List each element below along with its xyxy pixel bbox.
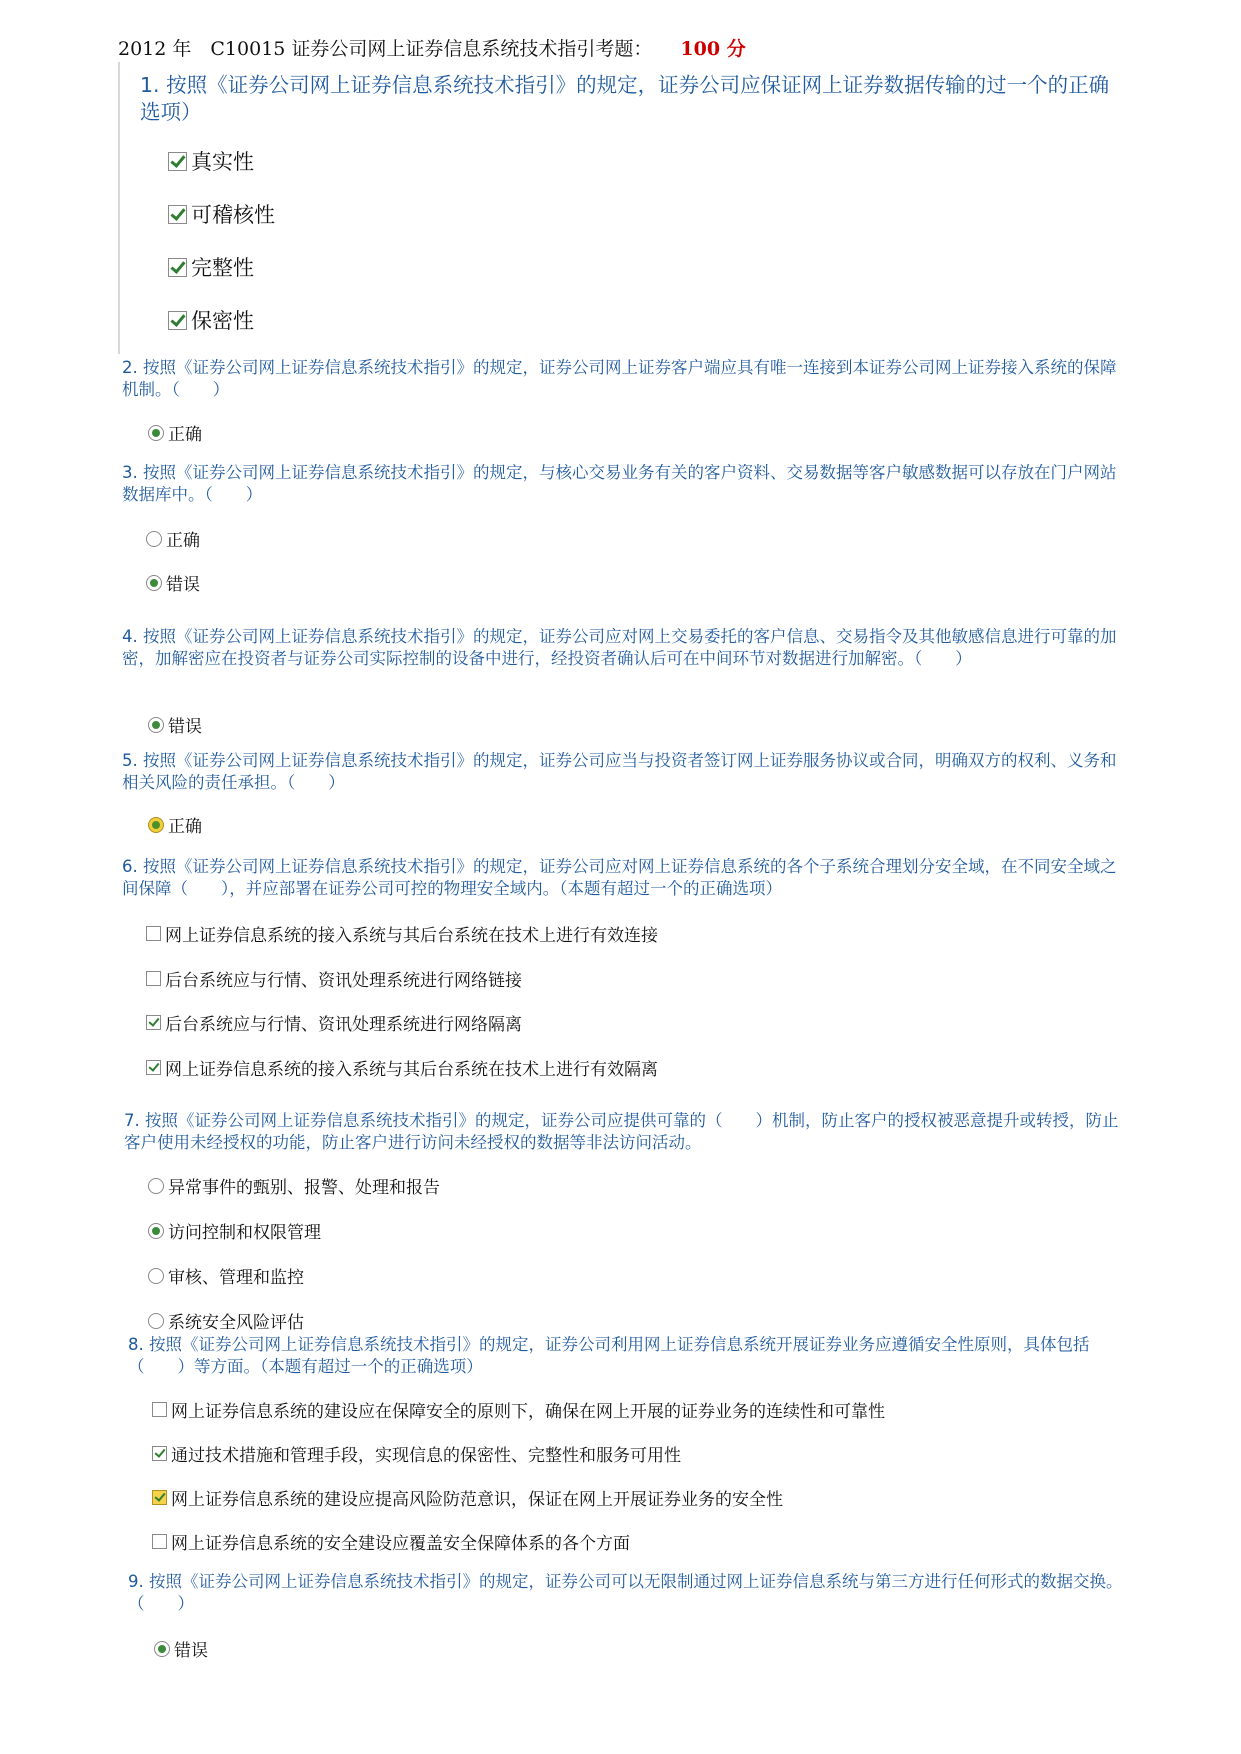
radio-button[interactable] — [148, 1178, 164, 1194]
q6-option-2[interactable] — [146, 966, 522, 991]
score-label: 100 分 — [680, 38, 746, 60]
option-label: 正确 — [168, 425, 202, 445]
question-9-text: 9. 按照《证券公司网上证券信息系统技术指引》的规定，证券公司可以无限制通过网上证券信息系统与第三方进行任何形式的数据交换。（ ） — [128, 1572, 1123, 1613]
radio-button[interactable] — [148, 1268, 164, 1284]
option-label: 正确 — [166, 531, 200, 551]
option-label: 通过技术措施和管理手段，实现信息的保密性、完整性和服务可用性 — [171, 1446, 681, 1466]
q2-option-1[interactable] — [148, 420, 202, 445]
q8-option-3[interactable] — [152, 1485, 783, 1510]
radio-button[interactable] — [146, 575, 162, 591]
q9-option-1[interactable] — [154, 1636, 208, 1661]
option-label: 真实性 — [191, 150, 254, 174]
question-4-text: 4. 按照《证券公司网上证券信息系统技术指引》的规定，证券公司应对网上交易委托的客户信息、交易指令及其他敏感信息进行可靠的加密，加解密应在投资者与证券公司实际控制的设备中进行，经投资者确认后可在中间环节对数据进行加解密。（ ） — [122, 627, 1117, 668]
q5-option-1[interactable] — [148, 812, 202, 837]
option-label: 网上证券信息系统的安全建设应覆盖安全保障体系的各个方面 — [171, 1534, 630, 1554]
checkbox[interactable] — [152, 1490, 167, 1505]
question-5-text: 5. 按照《证券公司网上证券信息系统技术指引》的规定，证券公司应当与投资者签订网上证券服务协议或合同，明确双方的权利、义务和相关风险的责任承担。（ ） — [122, 751, 1117, 792]
option-label: 保密性 — [191, 309, 254, 333]
page-header — [118, 34, 746, 61]
q4-option-1[interactable] — [148, 712, 202, 737]
option-label: 访问控制和权限管理 — [168, 1223, 321, 1243]
option-label: 正确 — [168, 817, 202, 837]
option-label: 后台系统应与行情、资讯处理系统进行网络隔离 — [165, 1015, 522, 1035]
question-8-text: 8. 按照《证券公司网上证券信息系统技术指引》的规定，证券公司利用网上证券信息系统开展证券业务应遵循安全性原则，具体包括（ ）等方面。（本题有超过一个的正确选项） — [128, 1335, 1090, 1376]
q8-option-4[interactable] — [152, 1529, 630, 1554]
q1-option-3[interactable] — [168, 252, 254, 282]
option-label: 网上证券信息系统的建设应提高风险防范意识，保证在网上开展证券业务的安全性 — [171, 1490, 783, 1510]
radio-button[interactable] — [148, 1223, 164, 1239]
checkbox[interactable] — [168, 205, 187, 224]
question-divider — [118, 62, 120, 354]
radio-button[interactable] — [148, 817, 164, 833]
checkbox[interactable] — [146, 1060, 161, 1075]
question-2-text: 2. 按照《证券公司网上证券信息系统技术指引》的规定，证券公司网上证券客户端应具有唯一连接到本证券公司网上证券接入系统的保障机制。（ ） — [122, 358, 1117, 399]
q1-option-1[interactable] — [168, 146, 254, 176]
radio-button[interactable] — [148, 425, 164, 441]
checkbox[interactable] — [168, 311, 187, 330]
page-title: 2012 年 C10015 证券公司网上证券信息系统技术指引考题： — [118, 38, 653, 60]
q8-option-1[interactable] — [152, 1397, 885, 1422]
option-label: 错误 — [174, 1641, 208, 1661]
option-label: 错误 — [166, 575, 200, 595]
option-label: 错误 — [168, 717, 202, 737]
q3-option-2[interactable] — [146, 570, 200, 595]
q7-option-4[interactable] — [148, 1308, 304, 1333]
q6-option-1[interactable] — [146, 921, 658, 946]
q8-option-2[interactable] — [152, 1441, 681, 1466]
q7-option-1[interactable] — [148, 1173, 440, 1198]
option-label: 异常事件的甄别、报警、处理和报告 — [168, 1178, 440, 1198]
checkbox[interactable] — [146, 926, 161, 941]
q7-option-3[interactable] — [148, 1263, 304, 1288]
checkbox[interactable] — [168, 258, 187, 277]
radio-button[interactable] — [148, 1313, 164, 1329]
radio-button[interactable] — [146, 531, 162, 547]
option-label: 审核、管理和监控 — [168, 1268, 304, 1288]
q1-option-2[interactable] — [168, 199, 275, 229]
checkbox[interactable] — [152, 1534, 167, 1549]
checkbox[interactable] — [168, 152, 187, 171]
option-label: 后台系统应与行情、资讯处理系统进行网络链接 — [165, 971, 522, 991]
option-label: 可稽核性 — [191, 203, 275, 227]
q6-option-4[interactable] — [146, 1055, 658, 1080]
option-label: 系统安全风险评估 — [168, 1313, 304, 1333]
checkbox[interactable] — [152, 1402, 167, 1417]
checkbox[interactable] — [146, 1015, 161, 1030]
checkbox[interactable] — [152, 1446, 167, 1461]
question-1-text: 1. 按照《证券公司网上证券信息系统技术指引》的规定，证券公司应保证网上证券数据传输的过一个的正确选项） — [140, 73, 1110, 125]
q1-option-4[interactable] — [168, 305, 254, 335]
question-3-text: 3. 按照《证券公司网上证券信息系统技术指引》的规定，与核心交易业务有关的客户资料、交易数据等客户敏感数据可以存放在门户网站数据库中。（ ） — [122, 463, 1117, 504]
option-label: 网上证券信息系统的接入系统与其后台系统在技术上进行有效隔离 — [165, 1060, 658, 1080]
question-7-text: 7. 按照《证券公司网上证券信息系统技术指引》的规定，证券公司应提供可靠的（ ）机制，防止客户的授权被恶意提升或转授，防止客户使用未经授权的功能，防止客户进行访问未经授权的数据等非法访问活动。 — [124, 1111, 1119, 1152]
q3-option-1[interactable] — [146, 526, 200, 551]
option-label: 网上证券信息系统的建设应在保障安全的原则下，确保在网上开展的证券业务的连续性和可靠性 — [171, 1402, 885, 1422]
option-label: 网上证券信息系统的接入系统与其后台系统在技术上进行有效连接 — [165, 926, 658, 946]
q7-option-2[interactable] — [148, 1218, 321, 1243]
radio-button[interactable] — [148, 717, 164, 733]
radio-button[interactable] — [154, 1641, 170, 1657]
option-label: 完整性 — [191, 256, 254, 280]
checkbox[interactable] — [146, 971, 161, 986]
question-6-text: 6. 按照《证券公司网上证券信息系统技术指引》的规定，证券公司应对网上证券信息系统的各个子系统合理划分安全域，在不同安全域之间保障（ ），并应部署在证券公司可控的物理安全域内。（本题有超过一个的正确选项） — [122, 857, 1117, 898]
q6-option-3[interactable] — [146, 1010, 522, 1035]
